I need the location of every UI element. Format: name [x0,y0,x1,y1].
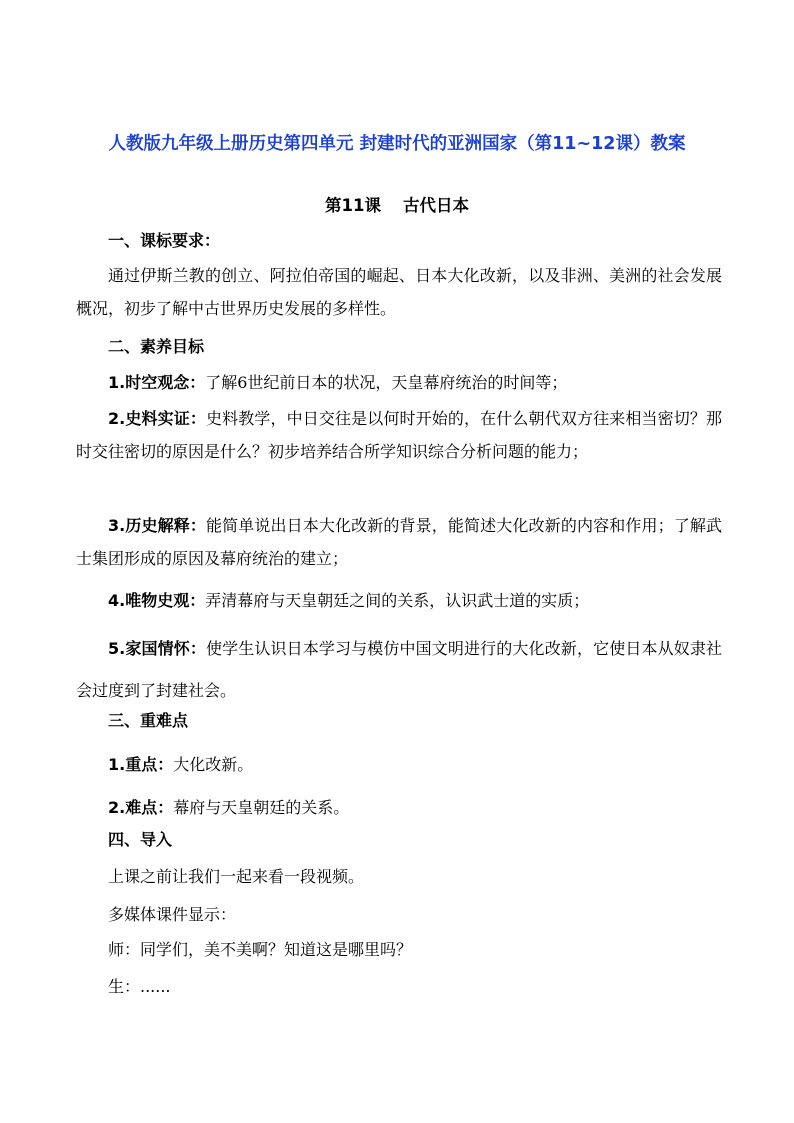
section-heading-goals: 二、素养目标 [108,337,205,356]
goal-item-4 [76,584,722,617]
goal-text: 史料教学，中日交往是以何时开始的，在什么朝代双方往来相当密切？那时交往密切的原因是什么？初步培养结合所学知识综合分析问题的能力； [76,409,722,461]
lesson-number: 第11课 [325,196,381,215]
document-title: 人教版九年级上册历史第四单元 封建时代的亚洲国家（第11~12课）教案 [108,134,686,154]
goal-label: 1.时空观念： [108,373,206,392]
goal-item-1 [76,366,722,399]
lesson-title [0,192,794,216]
intro-line: 上课之前让我们一起来看一段视频。 [108,867,365,886]
goal-label: 2.史料实证： [108,409,206,428]
curriculum-paragraph: 通过伊斯兰教的创立、阿拉伯帝国的崛起、日本大化改新，以及非洲、美洲的社会发展概况，初步了解中古世界历史发展的多样性。 [76,266,722,318]
key-point-item [108,752,253,775]
lesson-name: 古代日本 [402,196,469,215]
key-point-text: 大化改新。 [173,755,254,774]
goal-label: 5.家国情怀： [108,639,206,658]
section-heading-curriculum: 一、课标要求： [108,231,221,250]
key-point-label: 1.重点： [108,755,174,774]
goal-text: 了解6世纪前日本的状况，天皇幕府统治的时间等； [205,373,568,392]
goal-text: 使学生认识日本学习与模仿中国文明进行的大化改新，它使日本从奴隶社会过度到了封建社会。 [76,639,722,700]
goal-item-2 [76,402,722,468]
section-heading-key-points: 三、重难点 [108,711,189,730]
difficulty-text: 幕府与天皇朝廷的关系。 [173,798,350,817]
section-heading-introduction: 四、导入 [108,830,173,849]
difficulty-label: 2.难点： [108,798,174,817]
difficulty-item [108,795,349,818]
goal-label: 3.历史解释： [108,516,206,535]
goal-text: 弄清幕府与天皇朝廷之间的关系，认识武士道的实质； [205,591,590,610]
goal-text: 能简单说出日本大化改新的背景，能简述大化改新的内容和作用；了解武士集团形成的原因及幕府统治的建立； [76,516,722,568]
intro-line: 师：同学们，美不美啊？知道这是哪里吗？ [108,940,413,959]
intro-line: 多媒体课件显示： [108,905,237,924]
goal-item-3 [76,509,722,575]
goal-item-5 [76,628,722,712]
goal-label: 4.唯物史观： [108,591,206,610]
intro-line: 生：...... [108,977,171,996]
